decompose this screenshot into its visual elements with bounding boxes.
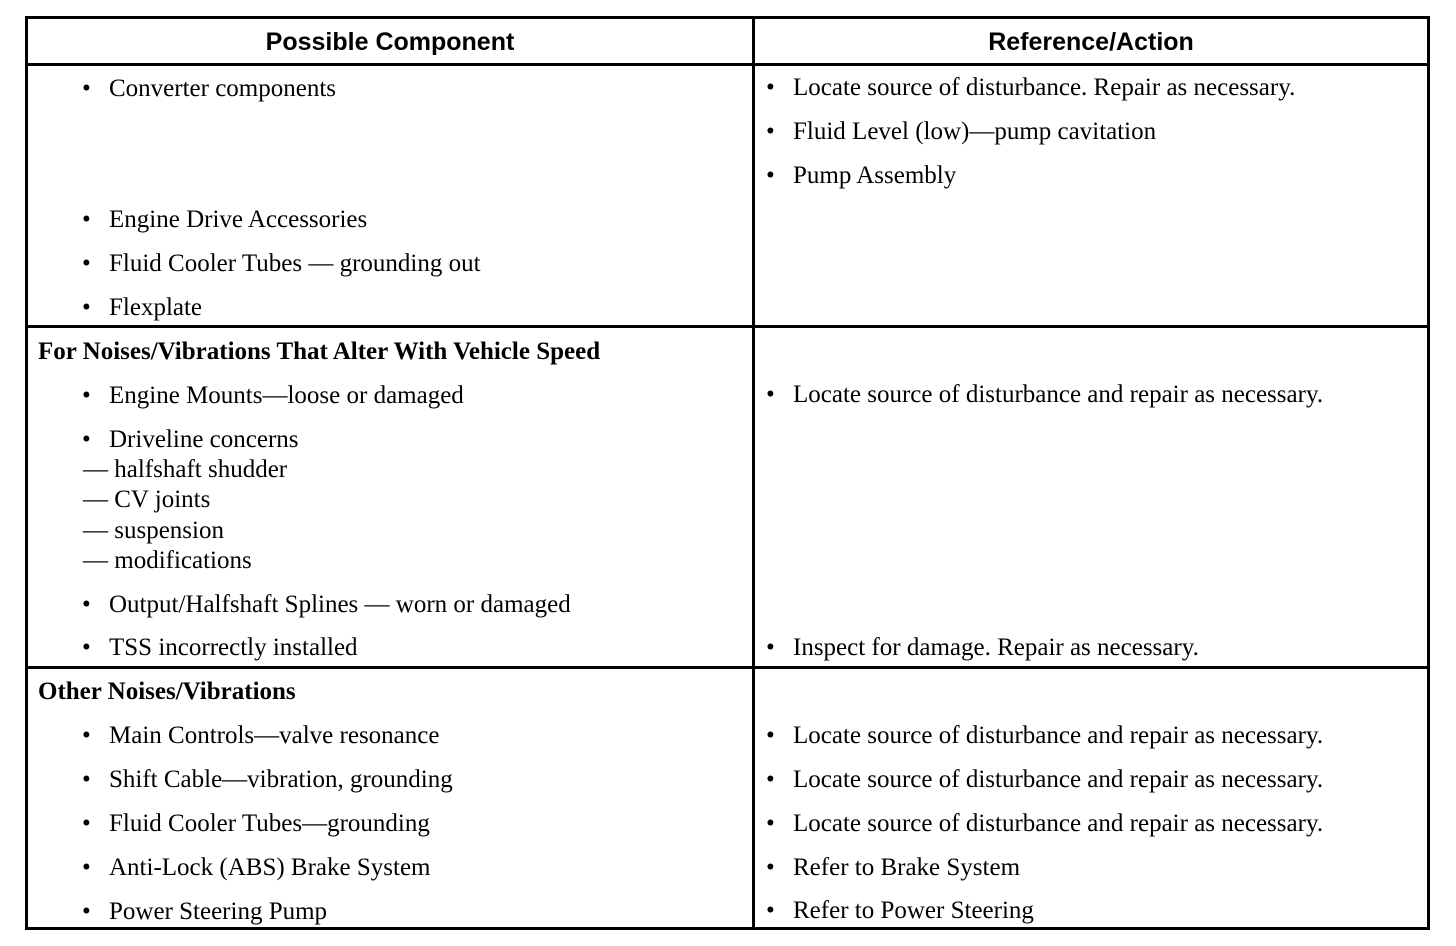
diagnosis-table: [25, 16, 1430, 930]
action-item: • Locate source of disturbance and repair as necessary.: [793, 766, 1323, 794]
component-item: • Main Controls—valve resonance: [109, 722, 439, 750]
section-title: For Noises/Vibrations That Alter With Vehicle Speed: [38, 338, 601, 365]
component-item: • Shift Cable—vibration, grounding: [109, 766, 453, 794]
component-item: • Output/Halfshaft Splines — worn or damaged: [109, 591, 571, 619]
action-item: • Locate source of disturbance. Repair as necessary.: [793, 74, 1295, 102]
component-item: • Driveline concerns: [109, 426, 299, 454]
component-item: • Fluid Cooler Tubes—grounding: [109, 810, 430, 838]
row-divider-2: [28, 666, 1427, 669]
component-item: • Power Steering Pump: [109, 898, 327, 926]
component-item: • Engine Mounts—loose or damaged: [109, 382, 464, 410]
driveline-subitem: — CV joints: [83, 486, 211, 513]
action-item: • Refer to Brake System: [793, 854, 1020, 882]
component-item: • Flexplate: [109, 294, 202, 322]
action-item: • Locate source of disturbance and repair as necessary.: [793, 381, 1323, 409]
header-reference-action: Reference/Action: [988, 28, 1194, 56]
action-item: • Pump Assembly: [793, 162, 956, 190]
action-item: • Locate source of disturbance and repair as necessary.: [793, 722, 1323, 750]
action-item: • Fluid Level (low)—pump cavitation: [793, 118, 1156, 146]
driveline-subitem: — halfshaft shudder: [83, 456, 288, 483]
column-divider: [752, 19, 755, 927]
component-item: • Fluid Cooler Tubes — grounding out: [109, 250, 481, 278]
action-item: • Locate source of disturbance and repair as necessary.: [793, 810, 1323, 838]
section-title: Other Noises/Vibrations: [38, 678, 296, 705]
component-item: • Engine Drive Accessories: [109, 206, 367, 234]
driveline-subitem: — modifications: [83, 547, 252, 574]
action-item: • Refer to Power Steering: [793, 897, 1034, 925]
component-item: • TSS incorrectly installed: [109, 634, 358, 662]
component-item: • Converter components: [109, 75, 336, 103]
driveline-subitem: — suspension: [83, 517, 224, 544]
header-possible-component: Possible Component: [265, 28, 515, 56]
action-item: • Inspect for damage. Repair as necessary.: [793, 634, 1199, 662]
row-divider-1: [28, 325, 1427, 328]
component-item: • Anti-Lock (ABS) Brake System: [109, 854, 430, 882]
